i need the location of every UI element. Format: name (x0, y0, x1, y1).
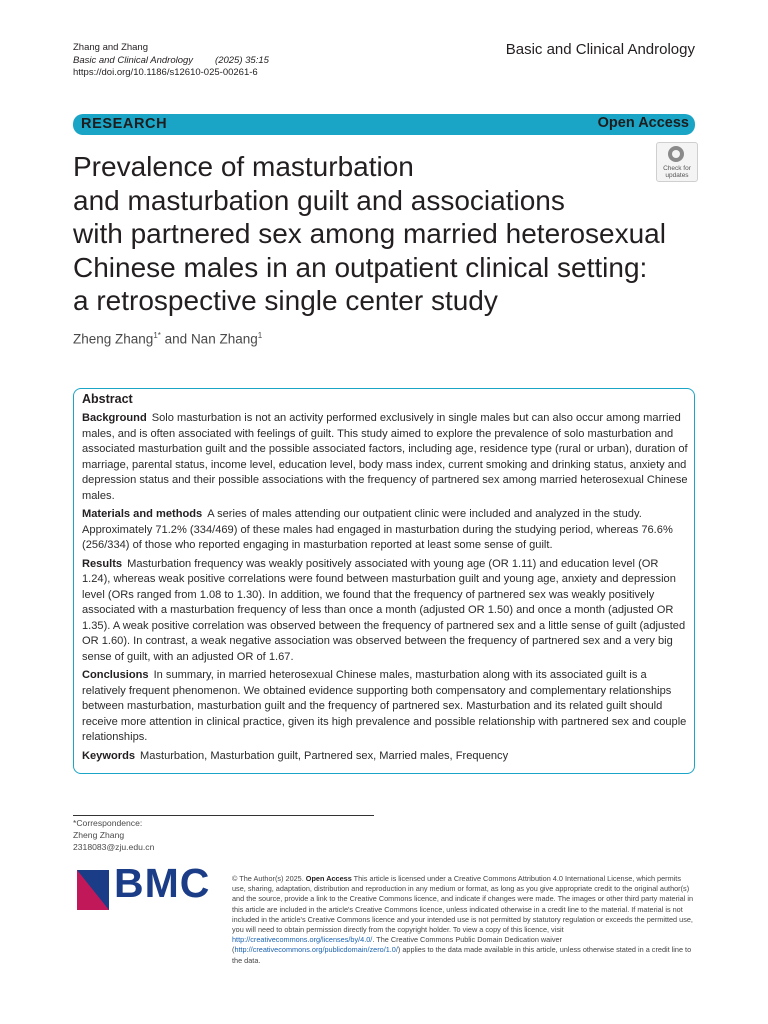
journal-short: Basic and Clinical Andrology (73, 54, 194, 66)
article-meta (73, 42, 269, 80)
bmc-logo-text: BMC (114, 860, 211, 906)
doi-link[interactable]: https://doi.org/10.1186/s12610-025-00261-6 (73, 67, 258, 78)
author-list (73, 331, 262, 347)
bmc-logo (77, 860, 211, 915)
section-label: Conclusions (82, 669, 149, 681)
open-access-label: Open Access (597, 115, 689, 131)
footnote-divider (73, 815, 374, 816)
license-statement (232, 874, 696, 966)
article-title (73, 150, 713, 318)
section-text: Masturbation frequency was weakly positively associated with young age (OR 1.11) and education level (OR 1.24), whereas weak positive correlations were found between masturbation guilt and young age, anxiety and depression level (ORs ranged from 1.08 to 1.30). In addition, we found that the frequency of partnered sex was weakly positively associated with a masturbation frequency of less than once a month (adjusted OR 1.50) and once a month (adjusted OR 1.35). A weak positive correlation was observed between the frequency of partnered sex and a little sense of guilt (adjusted OR 1.60). In contrast, a weak negative association was observed between the frequency of partnered sex and a very big sense of guilt, with an adjusted OR of 1.67. (82, 557, 686, 663)
abstract-section-results (82, 557, 688, 666)
title-line: a retrospective single center study (73, 285, 498, 316)
abstract-heading: Abstract (82, 392, 133, 406)
license-text: . The Creative Commons Public Domain Dedication waiver ( (232, 935, 562, 955)
author-affiliation: 1* (153, 331, 161, 340)
citation: (2025) 35:15 (215, 54, 269, 66)
correspondence-name: Zheng Zhang (73, 829, 125, 840)
abstract-body (82, 411, 688, 767)
research-banner (73, 114, 695, 135)
abstract-section-methods (82, 507, 688, 554)
author-name[interactable]: Nan Zhang (190, 331, 258, 347)
license-text: This article is licensed under a Creative Commons Attribution 4.0 International License, which permits use, sharing, adaptation, distribution and reproduction in any medium or format, as long as you give appropriate credit to the original author(s) and the source, provide a link to the Creative Commons licence, and indicate if changes were made. The images or other third party material in this article are included in the article's Creative Commons licence, unless indicated otherwise in a credit line to the material. If material is not included in the article's Creative Commons licence and your intended use is not permitted by statutory regulation or exceeds the permitted use, you will need to obtain permission directly from the copyright holder. To view a copy of this licence, visit (232, 874, 694, 935)
title-line: with partnered sex among married heterosexual (73, 218, 666, 249)
journal-name: Basic and Clinical Andrology (505, 41, 695, 58)
abstract-section-conclusions (82, 668, 688, 746)
license-text: ) applies to the data made available in this article, unless otherwise stated in a credit line to the data. (232, 945, 692, 965)
correspondence-email[interactable]: 2318083@zju.edu.cn (73, 841, 155, 852)
check-for-updates-icon (668, 146, 684, 162)
author-affiliation: 1 (257, 331, 263, 340)
license-link[interactable]: http://creativecommons.org/licenses/by/4.0/ (232, 935, 373, 945)
section-text: In summary, in married heterosexual Chinese males, masturbation along with its associated guilt is a relatively frequent phenomenon. We obtained evidence supporting both compensatory and complementary relationships between masturbation, masturbation guilt and the frequency of partnered sex. Masturbation and its related guilt should receive more attention in clinical practice, given its high prevalence and possible relationship with partnered sex and couple relationships. (82, 669, 687, 743)
abstract-box (73, 388, 695, 774)
article-type-label: RESEARCH (81, 116, 168, 132)
section-label: Materials and methods (82, 508, 203, 520)
public-domain-link[interactable]: http://creativecommons.org/publicdomain/zero/1.0/ (234, 945, 398, 955)
title-line: Prevalence of masturbation (73, 151, 414, 182)
journal-citation (73, 55, 269, 68)
section-label: Results (82, 557, 123, 570)
check-updates-line2: updates (665, 172, 689, 179)
section-text: A series of males attending our outpatient clinic were included and analyzed in the study. Approximately 71.2% (334/469) of these males had engaged in masturbation during the studying period, whereas 76.6% (256/334) of those who reported engaging in masturbation reported at least some sense of guilt. (82, 508, 673, 551)
license-open-access: Open Access (305, 874, 352, 883)
section-label: Keywords (82, 749, 136, 762)
title-line: Chinese males in an outpatient clinical setting: (73, 251, 648, 283)
author-name[interactable]: Zheng Zhang (73, 331, 154, 347)
author-connector: and (164, 331, 188, 347)
section-text: Masturbation, Masturbation guilt, Partnered sex, Married males, Frequency (140, 749, 509, 762)
check-updates-line1: Check for (663, 165, 691, 172)
section-text: Solo masturbation is not an activity performed exclusively in single males but can also occur among married males, and is often associated with feelings of guilt. This study aimed to explore the prevalence of solo masturbation and associated masturbation guilt and the possible associated factors, including age, residence type (rural or urban), duration of marriage, parental status, income level, education level, body mass index, current smoking and drinking status, anxiety and depression status and their possible associations with the frequency of partnered sex among married heterosexual Chinese males. (82, 412, 688, 502)
authors-short: Zhang and Zhang (73, 42, 149, 53)
correspondence-label: *Correspondence: (73, 818, 143, 828)
license-prefix: © The Author(s) 2025. (232, 874, 304, 883)
section-label: Background (82, 412, 147, 424)
correspondence (73, 818, 154, 853)
bmc-logo-icon (77, 870, 109, 910)
check-for-updates-badge[interactable] (656, 142, 698, 182)
abstract-section-background (82, 411, 688, 504)
title-line: and masturbation guilt and associations (73, 184, 565, 216)
abstract-section-keywords (82, 749, 688, 765)
